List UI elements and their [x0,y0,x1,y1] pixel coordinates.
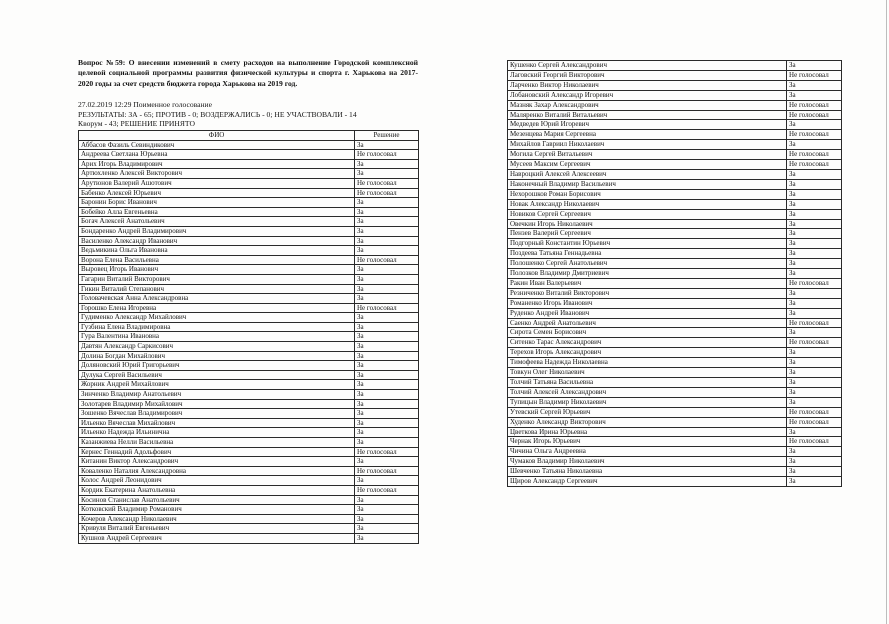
vote-decision: За [787,189,842,199]
deputy-name: Шевченко Татьяна Николаевна [508,467,787,477]
vote-decision: За [355,533,419,543]
vote-decision: За [355,140,419,150]
deputy-name: Гикин Виталий Степанович [79,284,355,294]
deputy-name: Новиков Сергей Сергеевич [508,209,787,219]
table-row [508,457,842,467]
vote-decision: За [355,370,419,380]
deputy-name: Аббасов Фазиль Севиндикович [79,140,355,150]
deputy-name: Саенко Андрей Анатольевич [508,318,787,328]
table-row [79,198,419,208]
deputy-name: Пензев Валерий Сергеевич [508,229,787,239]
vote-decision: За [355,246,419,256]
table-row [508,308,842,318]
table-row [508,378,842,388]
table-row [508,100,842,110]
vote-decision: За [355,342,419,352]
vote-decision: За [355,418,419,428]
vote-decision: За [787,80,842,90]
table-row [508,130,842,140]
table-row [508,318,842,328]
table-row [508,328,842,338]
header-name: ФИО [79,131,355,141]
deputy-name: Романенко Игорь Иванович [508,298,787,308]
table-row [508,338,842,348]
table-row [79,322,419,332]
vote-decision: За [355,399,419,409]
deputy-name: Мезенцева Мария Сергеевна [508,130,787,140]
vote-decision: Не голосовал [787,160,842,170]
vote-decision: За [787,447,842,457]
vote-decision: За [355,514,419,524]
table-row [79,284,419,294]
vote-decision: Не голосовал [787,150,842,160]
table-row [79,255,419,265]
table-row [79,178,419,188]
vote-decision: За [355,438,419,448]
table-row [508,278,842,288]
vote-decision: За [787,169,842,179]
deputy-name: Ларченко Виктор Николаевич [508,80,787,90]
table-row [508,61,842,71]
vote-decision: За [787,219,842,229]
vote-decision: За [355,332,419,342]
deputy-name: Гура Валентина Ивановна [79,332,355,342]
vote-decision: За [787,477,842,487]
vote-decision: За [787,199,842,209]
table-row [79,390,419,400]
deputy-name: Коваленко Наталия Александровна [79,466,355,476]
table-row [508,417,842,427]
vote-decision: За [355,457,419,467]
deputy-name: Щиров Александр Сергеевич [508,477,787,487]
vote-decision: За [787,269,842,279]
vote-table-left [78,130,419,544]
vote-decision: Не голосовал [787,417,842,427]
deputy-name: Терехов Игорь Александрович [508,348,787,358]
vote-decision: За [355,226,419,236]
table-row [508,477,842,487]
table-row [508,437,842,447]
deputy-name: Ильенко Надежда Ильинична [79,428,355,438]
table-row [79,380,419,390]
table-row [79,294,419,304]
table-row [508,348,842,358]
vote-decision: За [787,179,842,189]
vote-decision: Не голосовал [355,466,419,476]
table-row [79,418,419,428]
vote-decision: Не голосовал [787,437,842,447]
deputy-name: Казанжиева Нелли Васильевна [79,438,355,448]
vote-decision: За [787,368,842,378]
vote-decision: За [355,284,419,294]
deputy-name: Могила Сергей Витальевич [508,150,787,160]
deputy-name: Поздеева Татьяна Геннадьевна [508,249,787,259]
vote-decision: За [355,505,419,515]
table-row [508,160,842,170]
table-row [508,169,842,179]
deputy-name: Гагарин Виталий Викторович [79,274,355,284]
table-row [508,387,842,397]
deputy-name: Кушенко Сергей Александрович [508,61,787,71]
vote-decision: За [787,457,842,467]
vote-decision: За [355,380,419,390]
table-row [79,140,419,150]
vote-decision: За [787,90,842,100]
table-row [508,259,842,269]
deputy-name: Зинченко Владимир Анатольевич [79,390,355,400]
deputy-name: Головачевская Анна Александровна [79,294,355,304]
deputy-name: Китанин Виктор Александрович [79,457,355,467]
table-row [79,159,419,169]
vote-decision: За [787,378,842,388]
table-row [79,342,419,352]
vote-decision: За [787,387,842,397]
deputy-name: Кушнов Андрей Сергеевич [79,533,355,543]
left-column [78,58,418,544]
vote-decision: Не голосовал [355,447,419,457]
table-row [79,466,419,476]
deputy-name: Подгорный Константин Юрьевич [508,239,787,249]
deputy-name: Чумаков Владимир Николаевич [508,457,787,467]
table-row [79,409,419,419]
table-row [79,514,419,524]
deputy-name: Тимофеева Надежда Николаевна [508,358,787,368]
table-row [79,188,419,198]
deputy-name: Сирота Семен Борисович [508,328,787,338]
table-row [79,169,419,179]
table-row [508,447,842,457]
table-row [508,140,842,150]
deputy-name: Навроцкий Алексей Алексеевич [508,169,787,179]
table-row [79,399,419,409]
deputy-name: Колос Андрей Леонидович [79,476,355,486]
vote-decision: За [787,358,842,368]
deputy-name: Ворона Елена Васильевна [79,255,355,265]
table-row [79,505,419,515]
vote-decision: За [355,476,419,486]
deputy-name: Товкун Олег Николаевич [508,368,787,378]
deputy-name: Нехорошков Роман Борисович [508,189,787,199]
table-row [79,361,419,371]
vote-decision: За [355,495,419,505]
deputy-name: Тупицын Владимир Николаевич [508,397,787,407]
deputy-name: Резниченко Виталий Викторович [508,288,787,298]
question-title: Вопрос №59: О внесении изменений в смету расходов на выполнение Городской комплексной целевой социальной программы развития физической культуры и спорта г. Харькова на 2017-2020 годы за счет средств бюджета города Харькова на 2019 год. [78,58,418,88]
deputy-name: Богач Алексей Анатольевич [79,217,355,227]
vote-decision: Не голосовал [787,110,842,120]
deputy-name: Медведев Юрий Игоревич [508,120,787,130]
vote-decision: За [787,298,842,308]
deputy-name: Кривуля Виталий Евгеньевич [79,524,355,534]
table-row [508,239,842,249]
vote-decision: За [787,328,842,338]
deputy-name: Цветкова Ирина Юрьевна [508,427,787,437]
vote-decision: За [787,288,842,298]
table-row [508,229,842,239]
deputy-name: Чичина Ольга Андреевна [508,447,787,457]
deputy-name: Руденко Андрей Иванович [508,308,787,318]
deputy-name: Михайлов Гавриил Николаевич [508,140,787,150]
vote-decision: За [355,274,419,284]
table-row [79,438,419,448]
deputy-name: Чернак Игорь Юрьевич [508,437,787,447]
vote-decision: Не голосовал [787,130,842,140]
vote-decision: Не голосовал [355,303,419,313]
deputy-name: Гузбина Елена Владимировна [79,322,355,332]
vote-decision: Не голосовал [787,100,842,110]
vote-decision: За [355,313,419,323]
deputy-name: Толчий Алексей Александрович [508,387,787,397]
vote-decision: За [355,198,419,208]
deputy-name: Василенко Александр Иванович [79,236,355,246]
deputy-name: Ведьмикина Ольга Ивановна [79,246,355,256]
table-row [508,209,842,219]
table-header-row [79,131,419,141]
results-line: РЕЗУЛЬТАТЫ: ЗА - 65; ПРОТИВ - 0; ВОЗДЕРЖАЛИСЬ - 0; НЕ УЧАСТВОВАЛИ - 14 [78,109,357,119]
deputy-name: Ситенко Тарас Александрович [508,338,787,348]
deputy-name: Ракин Иван Валерьевич [508,278,787,288]
deputy-name: Худенко Александр Викторович [508,417,787,427]
vote-decision: За [355,322,419,332]
deputy-name: Кернес Геннадий Адольфович [79,447,355,457]
table-row [508,150,842,160]
table-row [79,150,419,160]
vote-decision: Не голосовал [355,150,419,160]
vote-decision: Не голосовал [787,407,842,417]
quorum-line: Кворум - 43; РЕШЕНИЕ ПРИНЯТО [78,119,195,129]
deputy-name: Толчий Татьяна Васильевна [508,378,787,388]
deputy-name: Жорник Андрей Михайлович [79,380,355,390]
table-row [79,217,419,227]
table-row [508,80,842,90]
deputy-name: Ильенко Вячеслав Михайлович [79,418,355,428]
table-row [79,485,419,495]
table-row [508,179,842,189]
vote-decision: Не голосовал [355,485,419,495]
deputy-name: Давтян Александр Саркисович [79,342,355,352]
deputy-name: Баронин Борис Иванович [79,198,355,208]
deputy-name: Наконечный Владимир Васильевич [508,179,787,189]
vote-decision: Не голосовал [355,188,419,198]
deputy-name: Бобейко Алла Евгеньевна [79,207,355,217]
vote-decision: За [787,348,842,358]
deputy-name: Арутюнов Валерий Ашотович [79,178,355,188]
table-row [508,249,842,259]
right-column [507,60,842,487]
table-row [508,407,842,417]
table-row [508,269,842,279]
vote-date: 27.02.2019 12:29 Поименное голосование [78,100,212,110]
vote-decision: За [355,390,419,400]
table-row [508,90,842,100]
vote-decision: За [355,428,419,438]
table-row [79,495,419,505]
table-row [508,427,842,437]
table-row [79,303,419,313]
vote-table-right [507,60,842,487]
deputy-name: Доляновский Юрий Григорьевич [79,361,355,371]
deputy-name: Горошко Елена Игоревна [79,303,355,313]
deputy-name: Артюхленко Алексей Викторович [79,169,355,179]
deputy-name: Долина Богдан Михайлович [79,351,355,361]
table-row [79,533,419,543]
vote-decision: За [787,308,842,318]
vote-decision: Не голосовал [787,278,842,288]
deputy-name: Бабенко Алексей Юрьевич [79,188,355,198]
table-row [79,457,419,467]
deputy-name: Андреева Светлана Юрьевна [79,150,355,160]
vote-decision: За [355,169,419,179]
vote-decision: Не голосовал [355,178,419,188]
deputy-name: Лаговский Георгий Викторович [508,70,787,80]
deputy-name: Кордик Екатерина Анатольевна [79,485,355,495]
vote-decision: Не голосовал [787,318,842,328]
deputy-name: Полозков Владимир Дмитриевич [508,269,787,279]
table-row [508,368,842,378]
vote-decision: Не голосовал [787,70,842,80]
table-row [508,70,842,80]
vote-decision: За [787,467,842,477]
vote-decision: За [355,361,419,371]
table-row [508,189,842,199]
table-row [79,476,419,486]
deputy-name: Котковский Владимир Романович [79,505,355,515]
table-row [508,120,842,130]
deputy-name: Овечкин Игорь Николаевич [508,219,787,229]
deputy-name: Новак Александр Николаевич [508,199,787,209]
vote-decision: За [787,259,842,269]
scan-edge-mark [886,0,887,624]
deputy-name: Зошенко Вячеслав Владимирович [79,409,355,419]
deputy-name: Кочеров Александр Николаевич [79,514,355,524]
vote-decision: За [355,265,419,275]
deputy-name: Бондаренко Андрей Владимирович [79,226,355,236]
table-row [508,219,842,229]
table-row [508,110,842,120]
table-row [79,370,419,380]
vote-decision: За [787,229,842,239]
table-row [79,265,419,275]
table-row [79,274,419,284]
header-decision: Решение [355,131,419,141]
table-row [79,246,419,256]
vote-decision: За [355,351,419,361]
table-row [508,358,842,368]
table-row [79,524,419,534]
vote-decision: За [787,209,842,219]
vote-decision: За [787,249,842,259]
vote-decision: За [787,61,842,71]
table-row [79,313,419,323]
table-row [79,226,419,236]
deputy-name: Арих Игорь Владимирович [79,159,355,169]
deputy-name: Утевский Сергей Юрьевич [508,407,787,417]
table-row [79,332,419,342]
table-row [508,288,842,298]
table-row [508,397,842,407]
deputy-name: Выровец Игорь Иванович [79,265,355,275]
vote-decision: Не голосовал [787,338,842,348]
table-row [508,467,842,477]
table-row [79,428,419,438]
vote-decision: За [787,427,842,437]
deputy-name: Дулука Сергей Васильевич [79,370,355,380]
vote-decision: За [787,120,842,130]
deputy-name: Маляренко Виталий Витальевич [508,110,787,120]
vote-decision: За [355,207,419,217]
deputy-name: Косинов Станислав Анатольевич [79,495,355,505]
table-row [79,207,419,217]
table-row [508,298,842,308]
vote-decision: За [355,524,419,534]
vote-decision: За [355,409,419,419]
vote-decision: За [355,294,419,304]
deputy-name: Полошенко Сергей Анатольевич [508,259,787,269]
vote-decision: За [787,140,842,150]
vote-decision: За [355,236,419,246]
deputy-name: Мазняк Захар Александрович [508,100,787,110]
deputy-name: Золотарев Владимир Михайлович [79,399,355,409]
vote-decision: За [355,159,419,169]
vote-decision: За [787,397,842,407]
deputy-name: Гудименко Александр Михайлович [79,313,355,323]
table-row [79,447,419,457]
vote-decision: Не голосовал [355,255,419,265]
table-row [79,351,419,361]
table-row [508,199,842,209]
deputy-name: Мусеев Максим Сергеевич [508,160,787,170]
deputy-name: Лобановский Александр Игоревич [508,90,787,100]
table-row [79,236,419,246]
vote-decision: За [355,217,419,227]
vote-decision: За [787,239,842,249]
